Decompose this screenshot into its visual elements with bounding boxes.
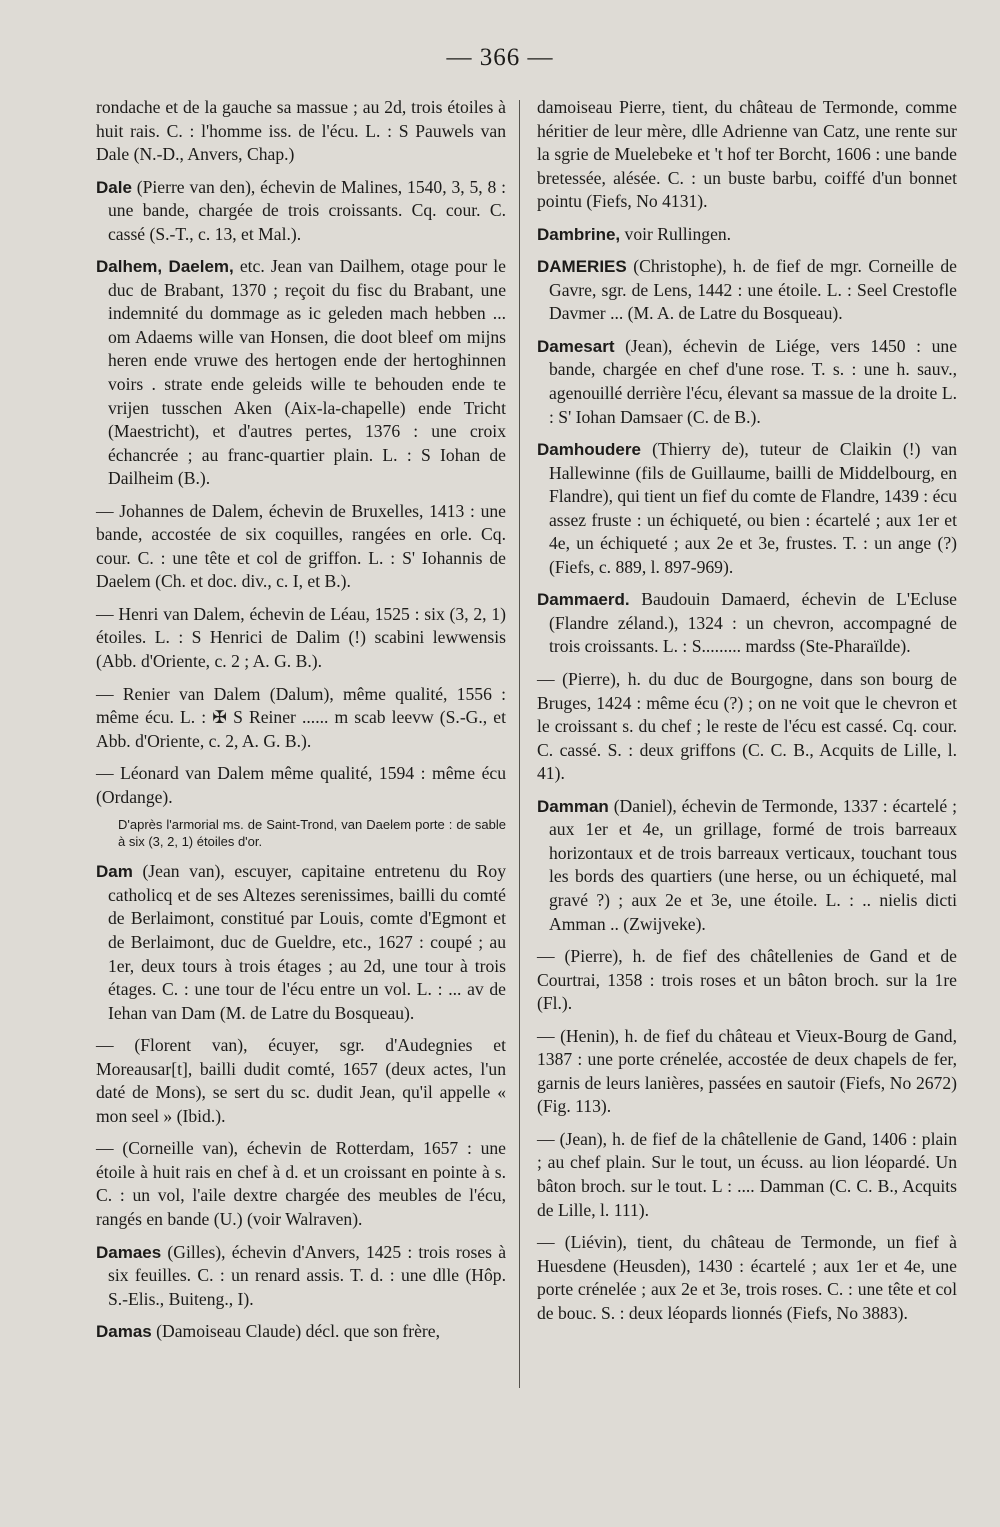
entry-headword: Dale xyxy=(96,177,132,197)
armorial-entry xyxy=(96,762,506,809)
entry-headword: Dambrine, xyxy=(537,224,621,244)
column-divider xyxy=(519,100,520,1388)
armorial-entry xyxy=(96,683,506,754)
armorial-entry xyxy=(537,1231,957,1325)
entry-text: (Jean van), escuyer, capitaine entretenu du Roy catholicq et de ses Altezes serenissimes, bailli du comté de Berlaimont, constitué par Louis, comte d'Egmont et de Berlaimont, duc de Gueldre, etc., 1627 : coupé ; au 1er, deux tours à trois étages ; au 2d, une tour à trois étages. C. : une tour de l'écu entre un vol. L. : ... av de Iehan van Dam (M. de Latre du Bosqueau). xyxy=(108,861,506,1023)
entry-text: Baudouin Damaerd, échevin de L'Ecluse (Flandre zéland.), 1324 : un chevron, accompagné de trois croissants. L. : S......... mardss (Ste-Pharaïlde). xyxy=(549,589,957,657)
armorial-entry xyxy=(537,96,957,214)
entry-text: — Johannes de Dalem, échevin de Bruxelles, 1413 : une bande, accostée de six coquilles, rangées en orle. Cq. cour. C. : une tête et col de griffon. L. : S' Iohannis de Daelem (Ch. et doc. div., c. I, et B.). xyxy=(96,500,506,592)
entry-headword: Dalhem, Daelem, xyxy=(96,257,234,277)
entry-text: — (Florent van), écuyer, sgr. d'Audegnies et Moreausar[t], bailli dudit comté, 1657 (deux actes, l'un daté de Mons), se sert du sc. dudit Jean, qu'il appelle « mon seel » (Ibid.). xyxy=(96,1035,506,1126)
armorial-entry xyxy=(537,795,957,936)
entry-text: — Henri van Dalem, échevin de Léau, 1525 : six (3, 2, 1) étoiles. L. : S Henrici de Dalim (!) scabini lewwensis (Abb. d'Oriente, c. 2 ; A. G. B.). xyxy=(96,603,506,672)
entry-text: (Damoiseau Claude) décl. que son frère, xyxy=(156,1321,440,1342)
left-column xyxy=(96,96,506,1353)
entry-headword: Damas xyxy=(96,1322,152,1342)
entry-text: (Thierry de), tuteur de Claikin (!) van Hallewinne (fils de Guillaume, bailli de Middelbourg, en Flandre), qui tient un fief du comte de Flandre, 1439 : écu assez fruste : un échiqueté, ou bien : écartelé ; aux 1er et 4e, un échiqueté ; aux 2e et 3e, frustes. T. : un ange (?) (Fiefs, c. 889, l. 897-969). xyxy=(549,439,957,577)
entry-text: — Renier van Dalem (Dalum), même qualité, 1556 : même écu. L. : ✠ S Reiner ...... m scab leevw (S.-G., et Abb. d'Oriente, c. 2, A. G. B.). xyxy=(96,683,506,751)
entry-text: — (Corneille van), échevin de Rotterdam, 1657 : une étoile à huit rais en chef à d. et un croissant en pointe à s. C. : un vol, l'aile dextre chargée des meubles de l'écu, rangés en bande (U.) (voir Walraven). xyxy=(96,1138,506,1229)
armorial-entry xyxy=(96,96,506,167)
entry-text: voir Rullingen. xyxy=(624,223,732,244)
armorial-entry xyxy=(96,500,506,594)
entry-text: — Léonard van Dalem même qualité, 1594 : même écu (Ordange). xyxy=(96,763,506,807)
entry-text: (Jean), échevin de Liége, vers 1450 : une bande, chargée en chef d'une rose. T. s. : une h. sauv., agenouillé derrière l'écu, élevant sa massue de la droite L. : S' Iohan Damsaer (C. de B.). xyxy=(549,335,957,427)
armorial-entry xyxy=(537,438,957,579)
entry-text: — (Liévin), tient, du château de Termonde, un fief à Huesdene (Heusden), 1430 : écartelé ; aux 1er et 4e, une porte crénelée ; aux 2e et 3e, trois roses. C. : une tête et col de bouc. S. : deux léopards lionnés (Fiefs, No 3883). xyxy=(537,1232,957,1323)
entry-headword: Dam xyxy=(96,862,133,882)
armorial-entry xyxy=(96,176,506,247)
right-column xyxy=(537,96,957,1334)
armorial-entry xyxy=(537,335,957,429)
armorial-entry xyxy=(96,1034,506,1128)
armorial-entry xyxy=(537,1025,957,1119)
entry-text: etc. Jean van Dailhem, otage pour le duc de Brabant, 1370 ; reçoit du fisc du Brabant, une indemnité du dommage as ic geleden mach hebben ... om Adaems wille van Honsen, die doot bleef om mijns heren ende vruwe des hertogen ende der hertoghinnen voirs . strate ende geleids wille te behouden ende te vrijen tusschen Aken (Aix-la-chapelle) ende Tricht (Maestricht), et d'autres pertes, 1376 : une croix échancrée ; au franc-quartier plain. L. : S Iohan de Dailheim (B.). xyxy=(108,256,506,489)
page-number: — 366 — xyxy=(446,44,554,71)
entry-headword: DAMERIES xyxy=(537,257,627,277)
armorial-entry xyxy=(96,1137,506,1231)
entry-text: — (Pierre), h. de fief des châtellenies de Gand et de Courtrai, 1358 : trois roses et un bâton broch. sur la 1re (Fl.). xyxy=(537,946,957,1014)
entry-text: — (Pierre), h. du duc de Bourgogne, dans son bourg de Bruges, 1424 : même écu (?) ; on ne voit que le chevron et le croissant s. du chef ; le reste de l'écu est cassé. Cq. cour. C. cassé. S. : deux griffons (C. C. B., Acquits de Lille, l. 41). xyxy=(537,669,957,784)
armorial-entry xyxy=(537,223,957,247)
armorial-entry xyxy=(96,1241,506,1312)
armorial-entry xyxy=(537,668,957,786)
entry-headword: Damhoudere xyxy=(537,440,641,460)
armorial-entry xyxy=(96,255,506,490)
entry-text: — (Jean), h. de fief de la châtellenie de Gand, 1406 : plain ; au chef plain. Sur le tout, un écuss. au lion léopardé. Un bâton broch. sur le tout. L : .... Damman (C. C. B., Acquits de Lille, l. 111). xyxy=(537,1128,957,1220)
armorial-entry xyxy=(96,860,506,1025)
armorial-entry xyxy=(96,603,506,674)
entry-headword: Damaes xyxy=(96,1242,162,1262)
armorial-entry xyxy=(537,1128,957,1222)
entry-headword: Damesart xyxy=(537,336,615,356)
entry-text: rondache et de la gauche sa massue ; au 2d, trois étoiles à huit rais. C. : l'homme iss. de l'écu. L. : S Pauwels van Dale (N.-D., Anvers, Chap.) xyxy=(96,97,506,165)
entry-headword: Dammaerd. xyxy=(537,590,630,610)
entry-text: damoiseau Pierre, tient, du château de Termonde, comme héritier de leur mère, dlle Adrienne van Catz, une rente sur la sgrie de Muelebeke et 't hof ter Borcht, 1606 : une bande bretessée, alésée. C. : un buste barbu, coiffé d'un bonnet pointu (Fiefs, No 4131). xyxy=(537,97,957,212)
armorial-note: D'après l'armorial ms. de Saint-Trond, van Daelem porte : de sable à six (3, 2, 1) étoiles d'or. xyxy=(118,817,506,850)
entry-text: — (Henin), h. de fief du château et Vieux-Bourg de Gand, 1387 : une porte crénelée, accostée de deux chapels de fer, garnis de leurs lanières, passées en sautoir (Fiefs, No 2672) (Fig. 113). xyxy=(537,1025,957,1117)
entry-headword: Damman xyxy=(537,796,609,816)
entry-text: (Gilles), échevin d'Anvers, 1425 : trois roses à six feuilles. C. : un renard assis. T. d. : une dlle (Hôp. S.-Elis., Buiteng., I). xyxy=(108,1241,506,1309)
entry-text: (Pierre van den), échevin de Malines, 1540, 3, 5, 8 : une bande, chargée de trois croissants. Cq. cour. C. cassé (S.-T., c. 13, et Mal.). xyxy=(108,176,506,244)
armorial-entry xyxy=(537,945,957,1016)
entry-text: (Christophe), h. de fief de mgr. Corneille de Gavre, sgr. de Lens, 1442 : une étoile. L. : Seel Crestofle Davmer ... (M. A. de Latre du Bosqueau). xyxy=(549,256,957,324)
armorial-entry xyxy=(96,1320,506,1344)
armorial-entry xyxy=(537,255,957,326)
entry-text: (Daniel), échevin de Termonde, 1337 : écartelé ; aux 1er et 4e, un grillage, formé de trois barreaux horizontaux et de trois barreaux verticaux, touchant tous les bords des quartiers (une herse, ou un échiqueté, mal gravé ?) ; aux 2e et 3e, une étoile. L. : .. nielis dicti Amman .. (Zwijveke). xyxy=(549,795,957,934)
armorial-entry xyxy=(537,588,957,659)
